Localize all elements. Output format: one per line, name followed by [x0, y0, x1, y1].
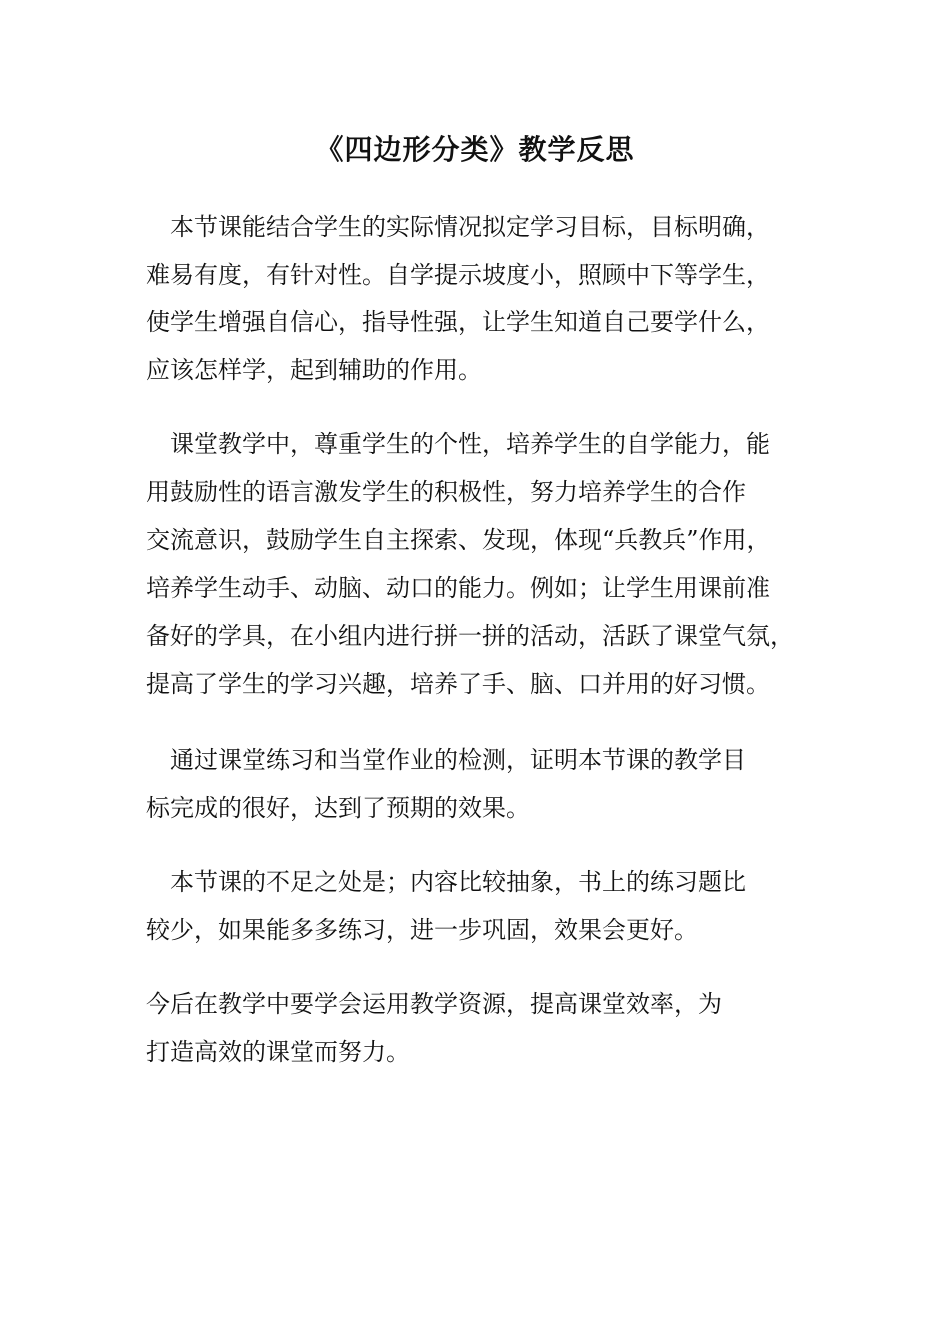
paragraph-line: 较少，如果能多多练习，进一步巩固，效果会更好。: [146, 916, 698, 944]
paragraph-line: 标完成的很好，达到了预期的效果。: [146, 794, 530, 822]
paragraph-line: 本节课的不足之处是；内容比较抽象，书上的练习题比: [146, 868, 746, 896]
paragraph-line: 应该怎样学，起到辅助的作用。: [146, 356, 482, 384]
paragraph-line: 打造高效的课堂而努力。: [146, 1038, 410, 1066]
paragraph-line: 通过课堂练习和当堂作业的检测，证明本节课的教学目: [146, 746, 746, 774]
paragraph-line: 培养学生动手、动脑、动口的能力。例如；让学生用课前准: [146, 574, 770, 602]
paragraph-line: 使学生增强自信心，指导性强，让学生知道自己要学什么，: [146, 308, 770, 336]
paragraph-line: 本节课能结合学生的实际情况拟定学习目标，目标明确，: [146, 213, 770, 241]
paragraph-line: 备好的学具，在小组内进行拼一拼的活动，活跃了课堂气氛，: [146, 622, 794, 650]
paragraph-line: 今后在教学中要学会运用教学资源，提高课堂效率，为: [146, 990, 722, 1018]
document-title: 《四边形分类》教学反思: [315, 133, 635, 166]
paragraph-line: 课堂教学中，尊重学生的个性，培养学生的自学能力，能: [146, 430, 770, 458]
paragraph-line: 提高了学生的学习兴趣，培养了手、脑、口并用的好习惯。: [146, 670, 770, 698]
paragraph-line: 用鼓励性的语言激发学生的积极性，努力培养学生的合作: [146, 478, 746, 506]
paragraph-line: 难易有度，有针对性。自学提示坡度小，照顾中下等学生，: [146, 261, 770, 289]
paragraph-line: 交流意识，鼓励学生自主探索、发现，体现“兵教兵”作用，: [146, 526, 771, 554]
